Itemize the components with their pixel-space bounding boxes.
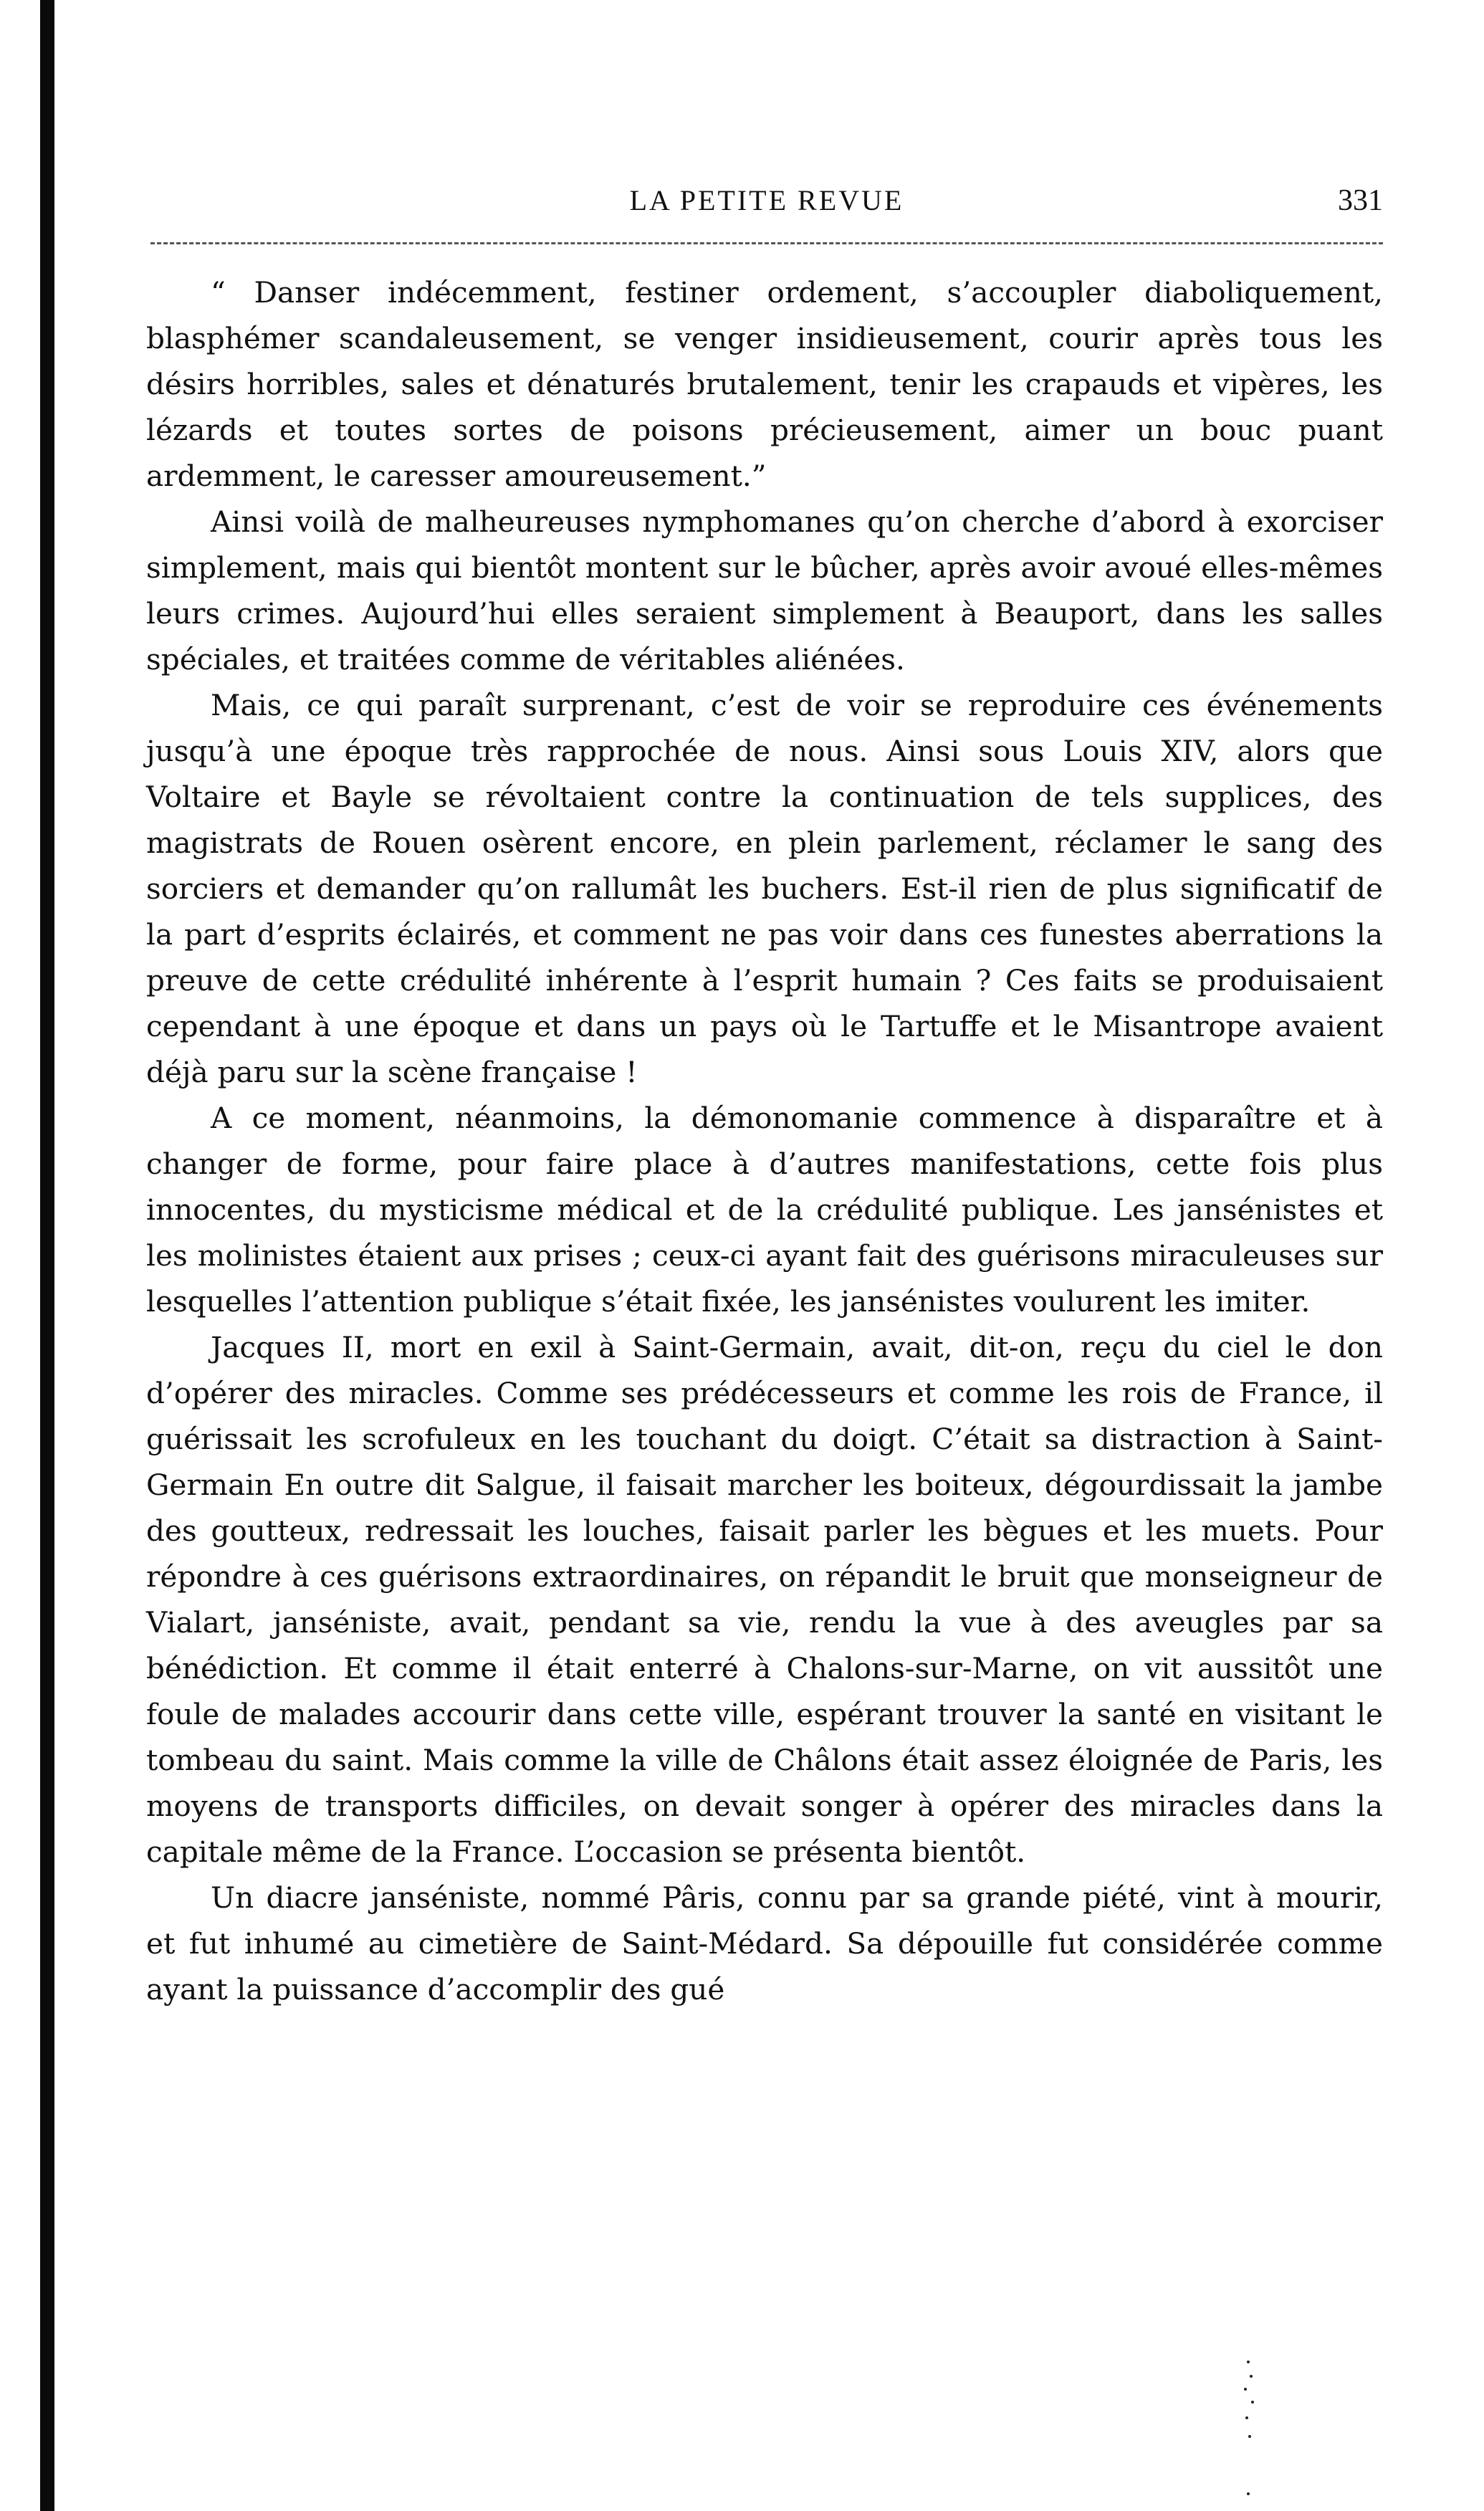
page-header <box>150 179 1383 229</box>
paragraph: Mais, ce qui paraît surprenant, c’est de voir se reproduire ces événements jusqu’à une époque très rapprochée de nous. Ainsi sous Louis XIV, alors que Voltaire et Bayle se révoltaient contre la continuation de tels supplices, des magistrats de Rouen osèrent encore, en plein parlement, réclamer le sang des sorciers et demander qu’on rallumât les buchers. Est-il rien de plus significatif de la part d’esprits éclairés, et comment ne pas voir dans ces funestes aberrations la preuve de cette crédulité inhérente à l’esprit humain ? Ces faits se produisaient cependant à une époque et dans un pays où le Tartuffe et le Misantrope avaient déjà paru sur la scène française ! <box>146 688 1383 1089</box>
page-number: 331 <box>1338 184 1383 217</box>
page-binding-edge <box>40 0 54 2511</box>
paragraph: Ainsi voilà de malheureuses nymphomanes qu’on cherche d’abord à exorciser simplement, mais qui bientôt montent sur le bûcher, après avoir avoué elles-mêmes leurs crimes. Aujourd’hui elles seraient simplement à Beauport, dans les salles spéciales, et traitées comme de véritables aliénées. <box>146 504 1383 676</box>
paragraph: A ce moment, néanmoins, la démonomanie commence à disparaître et à changer de forme, pour faire place à d’autres manifestations, cette fois plus innocentes, du mysticisme médical et de la crédulité publique. Les jansénistes et les molinistes étaient aux prises ; ceux-ci ayant fait des guérisons miraculeuses sur lesquelles l’attention publique s’était fixée, les jansénistes voulurent les imiter. <box>146 1101 1383 1319</box>
ink-specks <box>1238 2356 1260 2500</box>
header-rule <box>150 242 1383 244</box>
paragraph: “ Danser indécemment, festiner ordement, s’accoupler diaboliquement, blasphémer scandaleusement, se venger insidieusement, courir après tous les désirs horribles, sales et dénaturés brutalement, tenir les crapauds et vipères, les lézards et toutes sortes de poisons précieusement, aimer un bouc puant ardemment, le caresser amoureusement.” <box>146 275 1383 493</box>
paragraph: Un diacre janséniste, nommé Pâris, connu par sa grande piété, vint à mourir, et fut inhumé au cimetière de Saint-Médard. Sa dépouille fut considérée comme ayant la puissance d’accomplir des gué <box>146 1880 1383 2007</box>
running-title: LA PETITE REVUE <box>629 184 904 216</box>
body-text <box>146 269 1383 2012</box>
paragraph: Jacques II, mort en exil à Saint-Germain, avait, dit-on, reçu du ciel le don d’opérer des miracles. Comme ses prédécesseurs et comme les rois de France, il guérissait les scrofuleux en les touchant du doigt. C’était sa distraction à Saint-Germain En outre dit Salgue, il faisait marcher les boiteux, dégourdissait la jambe des goutteux, redressait les louches, faisait parler les bègues et les muets. Pour répondre à ces guérisons extraordinaires, on répandit le bruit que monseigneur de Vialart, janséniste, avait, pendant sa vie, rendu la vue à des aveugles par sa bénédiction. Et comme il était enterré à Chalons-sur-Marne, on vit aussitôt une foule de malades accourir dans cette ville, espérant trouver la santé en visitant le tombeau du saint. Mais comme la ville de Châlons était assez éloignée de Paris, les moyens de transports difficiles, on devait songer à opérer des miracles dans la capitale même de la France. L’occasion se présenta bientôt. <box>146 1330 1383 1869</box>
